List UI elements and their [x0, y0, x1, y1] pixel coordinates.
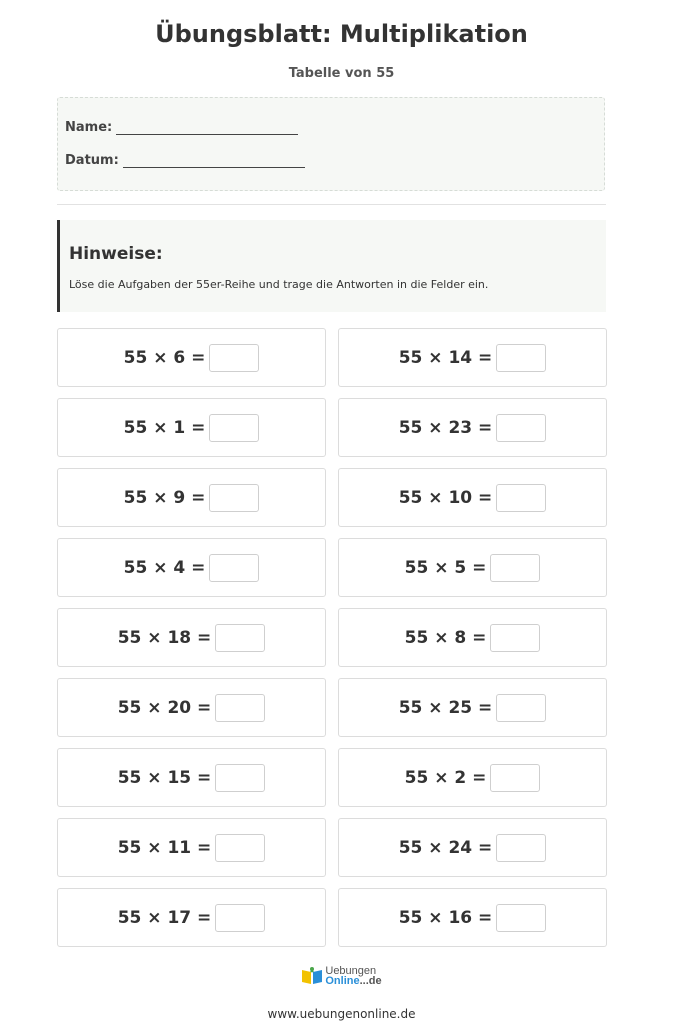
problem-card: [338, 468, 607, 527]
problem-label: 55 × 17 =: [117, 907, 212, 928]
answer-box[interactable]: [215, 834, 265, 862]
answer-box[interactable]: [496, 834, 546, 862]
date-field[interactable]: [65, 153, 305, 168]
problem-label: 55 × 15 =: [117, 767, 212, 788]
problem-label: 55 × 14 =: [398, 347, 493, 368]
logo-line2: Online: [325, 975, 360, 987]
problem-label: 55 × 25 =: [398, 697, 493, 718]
problem-card: [57, 608, 326, 667]
date-line[interactable]: [123, 155, 305, 168]
date-label: Datum:: [65, 153, 119, 168]
logo: [0, 966, 683, 986]
problem-card: [57, 398, 326, 457]
problem-label: 55 × 10 =: [398, 487, 493, 508]
problem-label: 55 × 2 =: [404, 767, 487, 788]
open-book-icon: [301, 966, 323, 986]
answer-box[interactable]: [209, 414, 259, 442]
page-title: Übungsblatt: Multiplikation: [155, 20, 528, 48]
hints-text: Löse die Aufgaben der 55er-Reihe und trage die Antworten in die Felder ein.: [69, 278, 489, 291]
problem-card: [57, 328, 326, 387]
name-date-box: [57, 97, 605, 191]
answer-box[interactable]: [215, 624, 265, 652]
hints-title: Hinweise:: [69, 244, 163, 264]
name-field[interactable]: [65, 120, 298, 135]
problem-card: [57, 468, 326, 527]
answer-box[interactable]: [496, 344, 546, 372]
problem-label: 55 × 20 =: [117, 697, 212, 718]
divider: [57, 204, 606, 205]
problem-label: 55 × 24 =: [398, 837, 493, 858]
problem-label: 55 × 1 =: [123, 417, 206, 438]
answer-box[interactable]: [496, 694, 546, 722]
answer-box[interactable]: [496, 904, 546, 932]
answer-box[interactable]: [490, 624, 540, 652]
answer-box[interactable]: [215, 764, 265, 792]
problem-card: [57, 678, 326, 737]
problem-label: 55 × 8 =: [404, 627, 487, 648]
problem-grid: [57, 328, 607, 947]
problem-label: 55 × 4 =: [123, 557, 206, 578]
problem-card: [57, 888, 326, 947]
answer-box[interactable]: [215, 904, 265, 932]
problem-card: [338, 398, 607, 457]
page-subtitle: Tabelle von 55: [288, 66, 395, 81]
answer-box[interactable]: [215, 694, 265, 722]
answer-box[interactable]: [209, 554, 259, 582]
problem-card: [338, 748, 607, 807]
problem-card: [57, 538, 326, 597]
hints-box: [57, 220, 606, 312]
logo-suffix: ...de: [359, 975, 382, 987]
answer-box[interactable]: [209, 484, 259, 512]
problem-card: [338, 538, 607, 597]
name-label: Name:: [65, 120, 113, 135]
problem-label: 55 × 6 =: [123, 347, 206, 368]
problem-label: 55 × 23 =: [398, 417, 493, 438]
problem-card: [338, 818, 607, 877]
answer-box[interactable]: [490, 554, 540, 582]
problem-card: [338, 608, 607, 667]
problem-label: 55 × 9 =: [123, 487, 206, 508]
problem-label: 55 × 11 =: [117, 837, 212, 858]
answer-box[interactable]: [490, 764, 540, 792]
problem-label: 55 × 5 =: [404, 557, 487, 578]
problem-label: 55 × 18 =: [117, 627, 212, 648]
footer-url[interactable]: www.uebungenonline.de: [267, 1007, 416, 1021]
problem-card: [338, 888, 607, 947]
logo-line1: Uebungen: [325, 965, 377, 977]
problem-card: [57, 748, 326, 807]
name-line[interactable]: [116, 122, 298, 135]
problem-card: [57, 818, 326, 877]
problem-label: 55 × 16 =: [398, 907, 493, 928]
answer-box[interactable]: [209, 344, 259, 372]
answer-box[interactable]: [496, 414, 546, 442]
problem-card: [338, 678, 607, 737]
answer-box[interactable]: [496, 484, 546, 512]
problem-card: [338, 328, 607, 387]
